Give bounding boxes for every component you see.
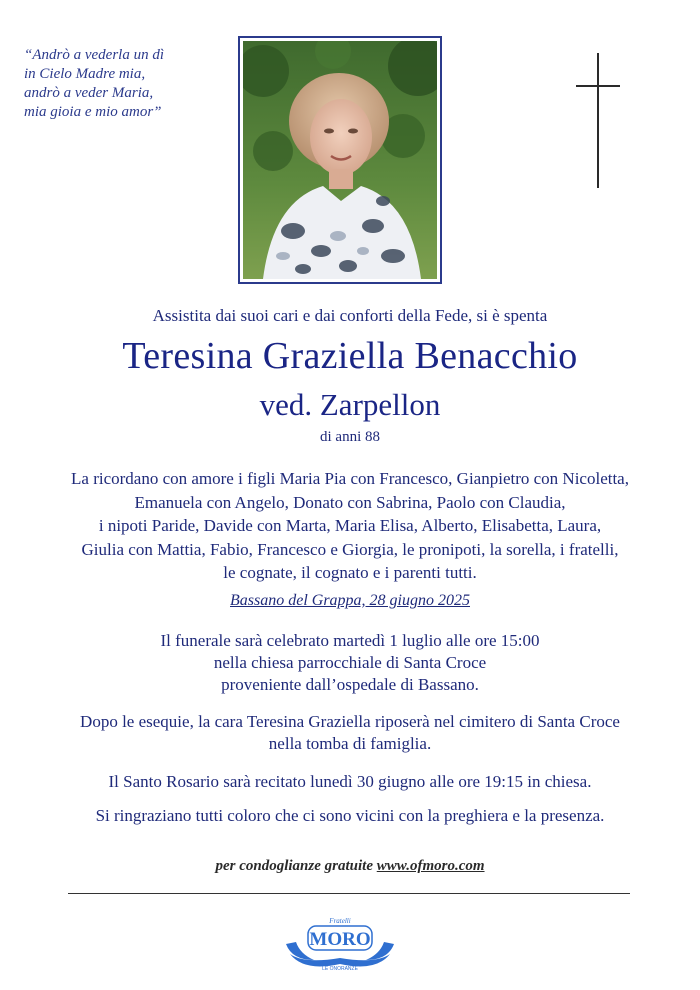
quote-line: mia gioia e mio amor” xyxy=(24,104,162,120)
deceased-name: Teresina Graziella Benacchio xyxy=(122,335,578,377)
divider xyxy=(68,893,630,894)
quote-line: “Andrò a vederla un dì xyxy=(24,47,164,63)
burial-info xyxy=(0,711,700,755)
relatives-line: le cognate, il cognato e i parenti tutti. xyxy=(223,563,477,582)
married-name: ved. Zarpellon xyxy=(259,387,441,422)
logo-main-text: MORO xyxy=(309,929,371,950)
relatives-line: i nipoti Paride, Davide con Marta, Maria Elisa, Alberto, Elisabetta, Laura, xyxy=(98,516,602,535)
epigraph-quote xyxy=(24,46,224,122)
portrait-photo xyxy=(243,41,437,279)
quote-line: in Cielo Madre mia, xyxy=(24,66,146,82)
logo-bottom-text: LE ONORANZE xyxy=(322,966,358,972)
condolences-line xyxy=(0,858,700,875)
logo-top-text: Fratelli xyxy=(329,917,351,925)
funeral-line: Il funerale sarà celebrato martedì 1 luglio alle ore 15:00 xyxy=(160,631,540,650)
relatives-line: Emanuela con Angelo, Donato con Sabrina, Paolo con Claudia, xyxy=(134,492,566,512)
funeral-info xyxy=(0,630,700,696)
funeral-line: nella chiesa parrocchiale di Santa Croce xyxy=(213,653,487,672)
portrait-photo-frame xyxy=(238,36,442,284)
condolences-text: per condoglianze gratuite xyxy=(215,858,377,874)
burial-line: Dopo le esequie, la cara Teresina Graziella riposerà nel cimitero di Santa Croce xyxy=(80,712,620,731)
funeral-line: proveniente dall’ospedale di Bassano. xyxy=(221,675,479,694)
condolences-link[interactable]: www.ofmoro.com xyxy=(376,858,485,874)
age-text: di anni 88 xyxy=(320,429,380,445)
place-date: Bassano del Grappa, 28 giugno 2025 xyxy=(230,592,470,609)
burial-line: nella tomba di famiglia. xyxy=(268,734,432,753)
cross-icon xyxy=(576,53,620,188)
thanks-text: Si ringraziano tutti coloro che ci sono vicini con la preghiera e la presenza. xyxy=(95,806,605,825)
moro-logo xyxy=(284,914,396,972)
relatives-line: Giulia con Mattia, Fabio, Francesco e Giorgia, le pronipoti, la sorella, i fratelli, xyxy=(81,539,619,559)
relatives-paragraph xyxy=(0,467,700,585)
quote-line: andrò a veder Maria, xyxy=(24,85,154,101)
relatives-line: La ricordano con amore i figli Maria Pia con Francesco, Gianpietro con Nicoletta, xyxy=(71,469,629,488)
rosary-info: Il Santo Rosario sarà recitato lunedì 30 giugno alle ore 19:15 in chiesa. xyxy=(108,772,592,791)
intro-text: Assistita dai suoi cari e dai conforti della Fede, si è spenta xyxy=(152,306,548,325)
